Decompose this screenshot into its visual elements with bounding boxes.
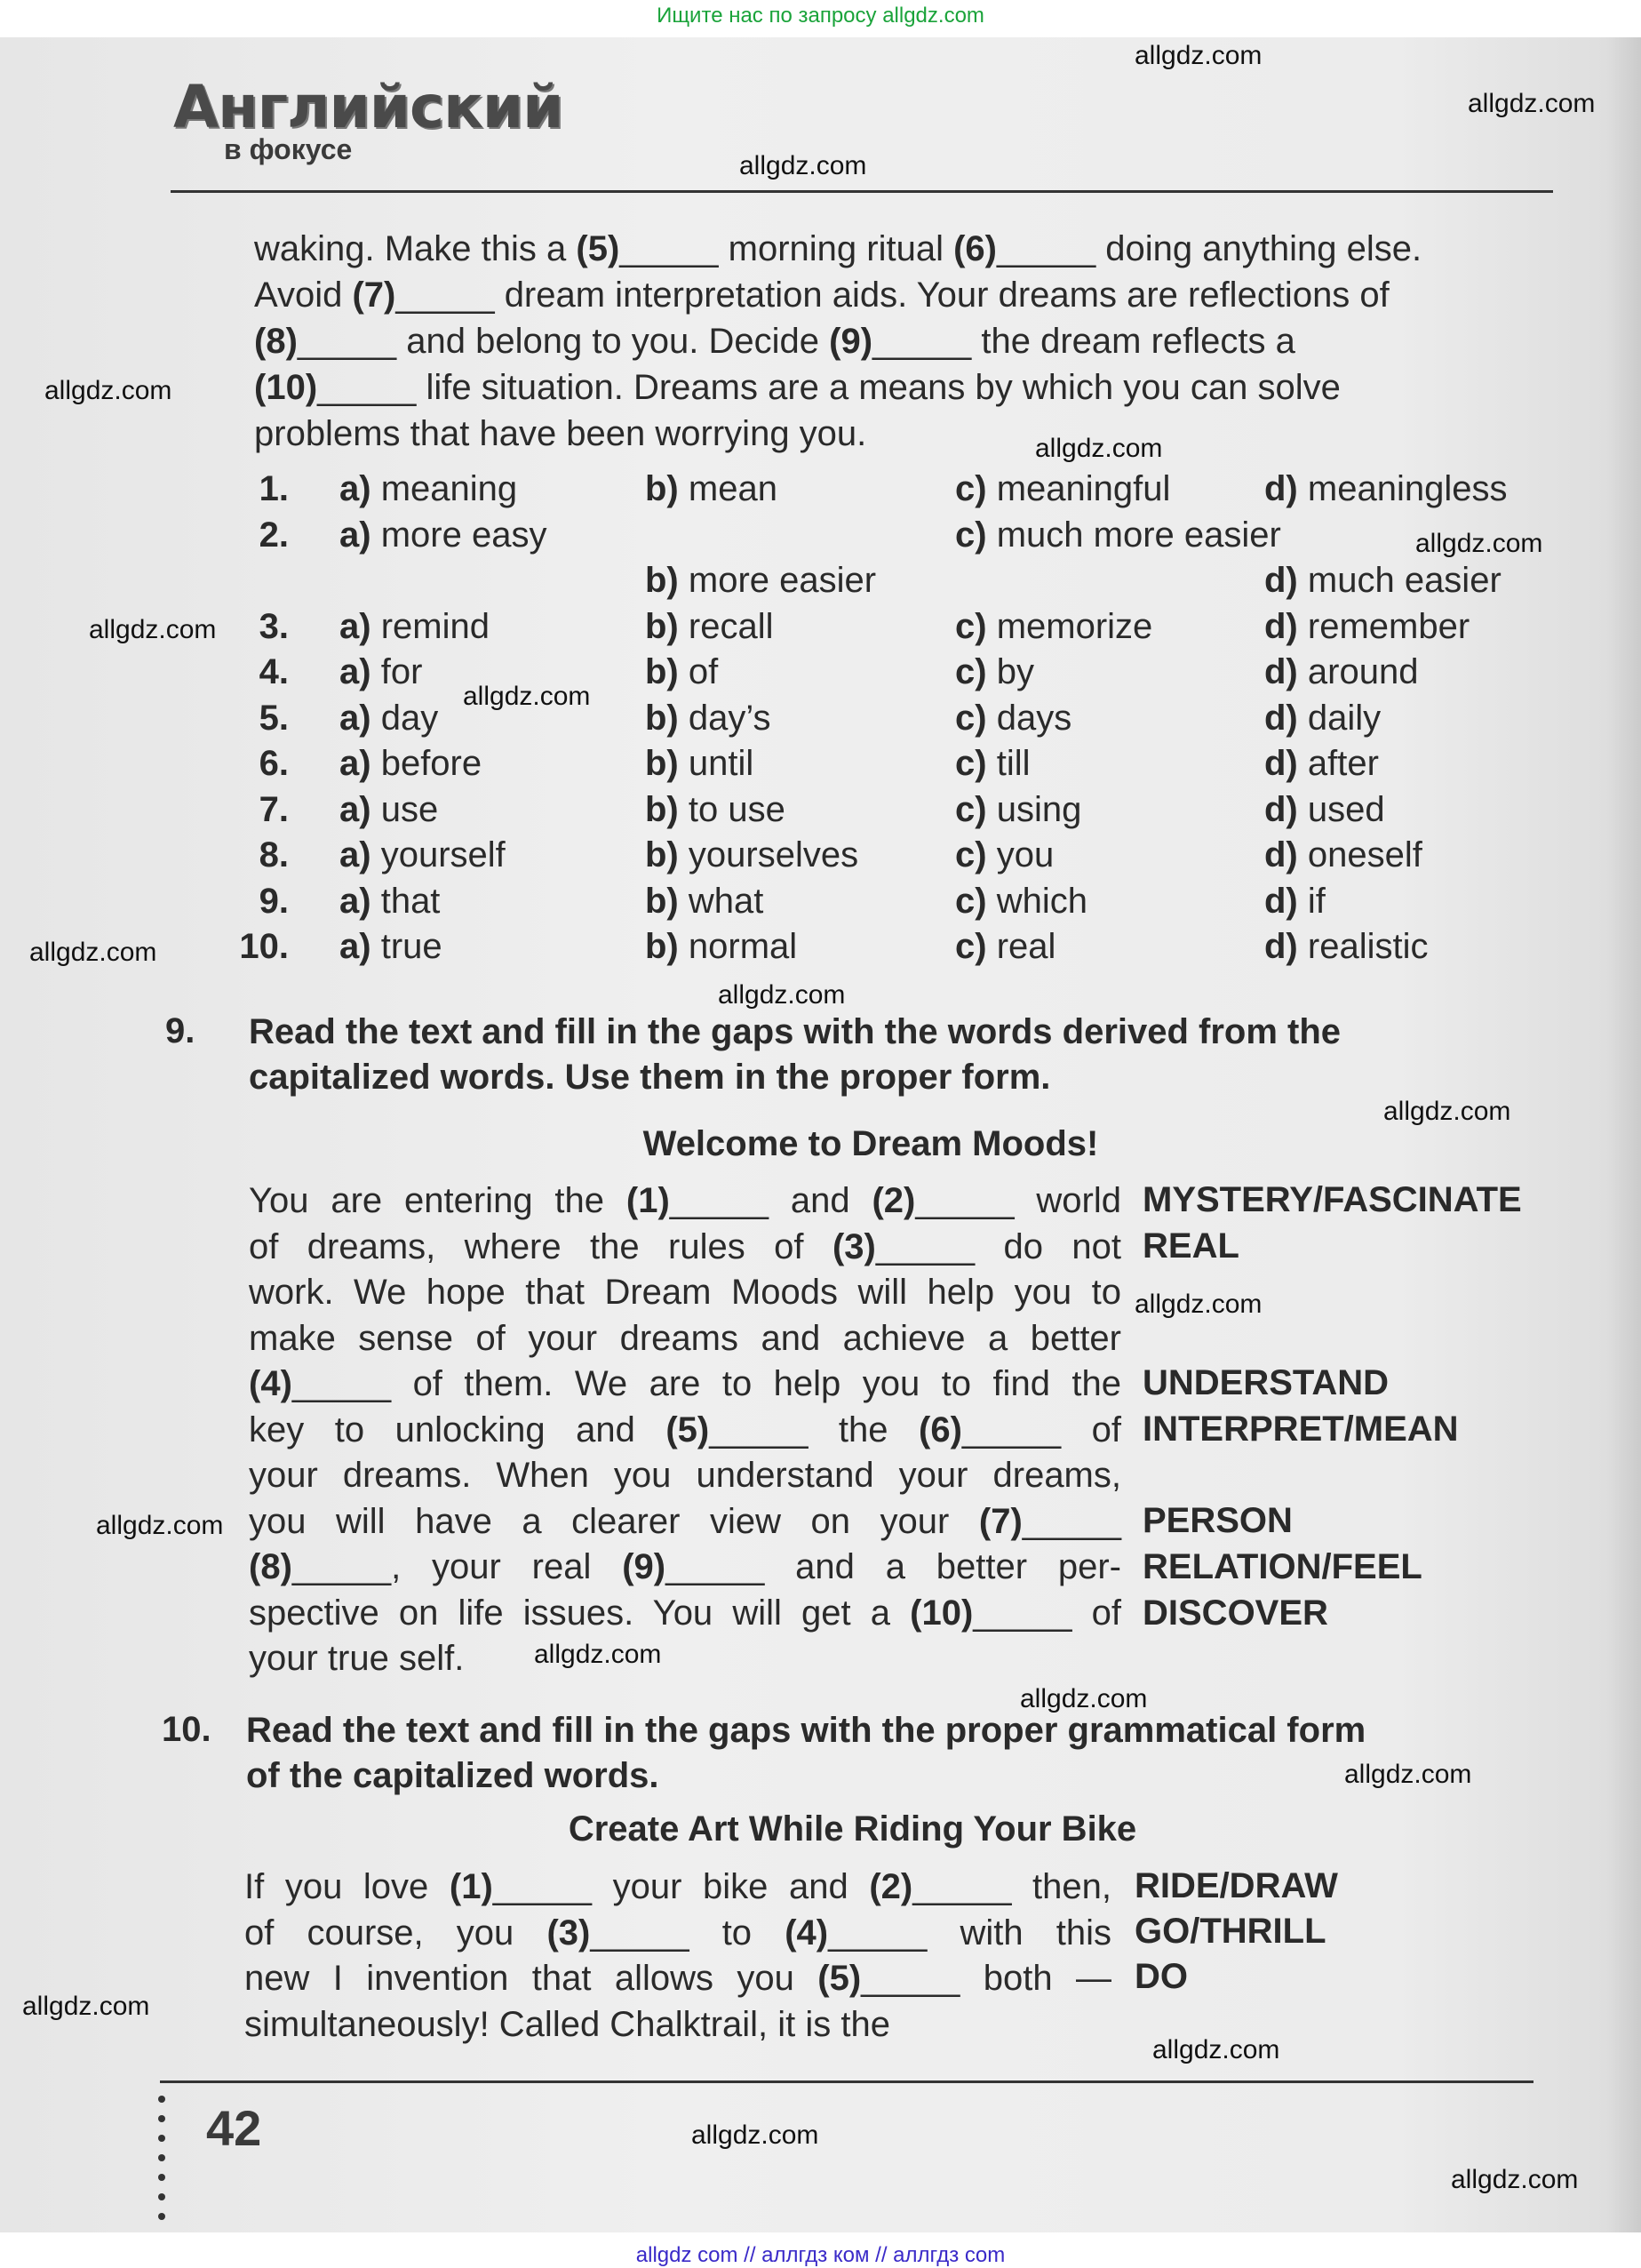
page-spine-shadow — [1605, 37, 1641, 2232]
option-word: more easier — [688, 561, 877, 600]
option-a — [339, 927, 442, 967]
watermark: allgdz.com — [1451, 2165, 1579, 2194]
watermark: allgdz.com — [691, 2120, 819, 2150]
task-9-keyword: RELATION/FEEL — [1143, 1547, 1422, 1586]
option-number: 8. — [259, 835, 289, 874]
option-b — [645, 607, 773, 647]
option-b — [645, 790, 785, 830]
option-c — [955, 515, 1281, 555]
page-number: 42 — [206, 2100, 262, 2156]
option-letter: a) — [339, 927, 371, 966]
option-word: around — [1307, 652, 1419, 691]
task-9-keyword: MYSTERY/FASCINATE — [1143, 1180, 1522, 1219]
option-word: true — [380, 927, 442, 966]
option-c — [955, 699, 1071, 739]
option-letter: b) — [645, 469, 679, 508]
option-c — [955, 790, 1081, 830]
task-9-instruction — [249, 1010, 1555, 1100]
option-word: day — [380, 698, 439, 738]
option-word: meaningful — [996, 469, 1171, 508]
option-letter: b) — [645, 789, 679, 829]
option-word: by — [996, 652, 1034, 691]
text-line: (4)_____ of them. We are to help you to find the — [249, 1364, 1121, 1403]
option-c — [955, 469, 1170, 509]
text-line: waking. Make this a (5)_____ morning ritual (6)_____ doing anything else. — [254, 229, 1422, 268]
option-word: till — [996, 744, 1031, 783]
text-line: Avoid (7)_____ dream interpretation aids. Your dreams are reflections of — [254, 276, 1390, 315]
option-letter: b) — [645, 744, 679, 783]
option-letter: a) — [339, 469, 371, 508]
option-word: recall — [688, 606, 774, 646]
option-d — [1264, 607, 1470, 647]
option-word: if — [1307, 881, 1326, 921]
option-number: 9. — [259, 881, 289, 921]
option-word: oneself — [1307, 835, 1422, 874]
watermark: allgdz.com — [96, 1511, 224, 1540]
task-9-keyword: UNDERSTAND — [1143, 1363, 1390, 1402]
option-b — [645, 699, 771, 739]
option-letter: a) — [339, 881, 371, 921]
option-d — [1264, 561, 1502, 601]
option-word: normal — [688, 927, 798, 966]
watermark: allgdz.com — [1020, 1684, 1148, 1713]
watermark: allgdz.com — [1344, 1760, 1472, 1789]
option-word: that — [380, 881, 441, 921]
option-a — [339, 607, 490, 647]
text-line: work. We hope that Dream Moods will help you to — [249, 1273, 1121, 1312]
option-number: 3. — [259, 606, 289, 646]
option-d — [1264, 882, 1326, 922]
task-9-text — [249, 1178, 1121, 1682]
option-letter: a) — [339, 789, 371, 829]
option-b — [645, 927, 797, 967]
option-c — [955, 835, 1054, 875]
option-word: remind — [380, 606, 490, 646]
option-d — [1264, 790, 1385, 830]
option-letter: b) — [645, 927, 679, 966]
text-line: of course, you (3)_____ to (4)_____ with this — [244, 1913, 1111, 1953]
option-letter: c) — [955, 744, 987, 783]
book-logo-subtitle: в фокусе — [224, 133, 353, 165]
option-word: remember — [1307, 606, 1470, 646]
task-9-keyword: REAL — [1143, 1226, 1239, 1266]
option-word: much more easier — [996, 515, 1281, 555]
watermark: allgdz.com — [29, 938, 157, 967]
option-number: 1. — [259, 469, 289, 508]
watermark: allgdz.com — [1383, 1097, 1511, 1126]
text-line: your dreams. When you understand your dreams, — [249, 1456, 1121, 1495]
option-a — [339, 882, 440, 922]
option-word: which — [996, 881, 1087, 921]
option-b — [645, 561, 876, 601]
option-c — [955, 882, 1087, 922]
option-letter: c) — [955, 606, 987, 646]
option-b — [645, 652, 718, 692]
watermark: allgdz.com — [534, 1640, 662, 1669]
option-c — [955, 607, 1152, 647]
task-9-keyword: DISCOVER — [1143, 1593, 1328, 1633]
watermark: allgdz.com — [22, 1992, 150, 2021]
option-letter: c) — [955, 469, 987, 508]
option-word: yourself — [380, 835, 506, 874]
option-word: day’s — [688, 698, 771, 738]
text-line: of dreams, where the rules of (3)_____ do not — [249, 1226, 1121, 1266]
option-word: after — [1307, 744, 1379, 783]
option-letter: c) — [955, 698, 987, 738]
watermark: allgdz.com — [739, 151, 867, 180]
option-letter: d) — [1264, 606, 1298, 646]
option-letter: d) — [1264, 789, 1298, 829]
option-word: meaningless — [1307, 469, 1508, 508]
text-line: make sense of your dreams and achieve a better — [249, 1318, 1121, 1358]
task-9-keyword: PERSON — [1143, 1501, 1293, 1540]
option-letter: d) — [1264, 744, 1298, 783]
option-letter: d) — [1264, 561, 1298, 600]
option-letter: b) — [645, 652, 679, 691]
option-b — [645, 882, 763, 922]
text-line: key to unlocking and (5)_____ the (6)_____ of — [249, 1410, 1122, 1449]
task-10-instruction-line-1: Read the text and fill in the gaps with the proper grammatical form — [246, 1711, 1366, 1750]
text-line: you will have a clearer view on your (7)_____ — [249, 1501, 1121, 1541]
option-letter: b) — [645, 606, 679, 646]
option-word: more easy — [380, 515, 547, 555]
option-number: 7. — [259, 789, 289, 829]
option-word: yourselves — [688, 835, 859, 874]
option-word: days — [996, 698, 1072, 738]
option-word: mean — [688, 469, 777, 508]
option-letter: d) — [1264, 469, 1298, 508]
watermark: allgdz.com — [1035, 434, 1163, 463]
option-letter: d) — [1264, 652, 1298, 691]
watermark: allgdz.com — [89, 615, 217, 644]
option-word: realistic — [1307, 927, 1429, 966]
option-a — [339, 790, 438, 830]
option-letter: b) — [645, 835, 679, 874]
watermark: allgdz.com — [718, 980, 846, 1010]
option-b — [645, 744, 753, 784]
option-word: for — [380, 652, 423, 691]
task-10-keyword: DO — [1135, 1957, 1188, 1996]
watermark: allgdz.com — [1135, 1290, 1263, 1319]
option-letter: a) — [339, 652, 371, 691]
option-word: to use — [688, 789, 785, 829]
option-letter: c) — [955, 835, 987, 874]
option-word: until — [688, 744, 754, 783]
watermark: allgdz.com — [44, 376, 172, 405]
option-d — [1264, 744, 1379, 784]
option-a — [339, 515, 546, 555]
task-10-keyword: GO/THRILL — [1135, 1912, 1326, 1951]
task-10-text — [244, 1865, 1111, 2048]
option-letter: d) — [1264, 835, 1298, 874]
option-d — [1264, 652, 1418, 692]
option-d — [1264, 469, 1507, 509]
task-9-keyword: INTERPRET/MEAN — [1143, 1410, 1459, 1449]
watermark: allgdz.com — [1152, 2035, 1280, 2064]
option-a — [339, 699, 438, 739]
option-d — [1264, 835, 1422, 875]
header-rule — [171, 190, 1553, 193]
option-a — [339, 469, 517, 509]
option-word: you — [996, 835, 1055, 874]
watermark: allgdz.com — [1415, 529, 1543, 558]
option-c — [955, 927, 1055, 967]
text-line: (8)_____ and belong to you. Decide (9)_____ the dream reflects a — [254, 322, 1295, 361]
option-a — [339, 744, 482, 784]
option-b — [645, 835, 858, 875]
option-number: 10. — [239, 927, 289, 966]
option-word: daily — [1307, 698, 1382, 738]
option-letter: d) — [1264, 698, 1298, 738]
option-c — [955, 744, 1030, 784]
text-line: new I invention that allows you (5)_____ both — — [244, 1959, 1111, 1998]
text-line: You are entering the (1)_____ and (2)_____ world — [249, 1181, 1121, 1220]
option-letter: c) — [955, 789, 987, 829]
option-a — [339, 652, 422, 692]
bottom-banner[interactable]: allgdz com // аллгдз ком // аллгдз com — [635, 2243, 1006, 2267]
book-logo-title: Английский — [173, 73, 563, 141]
task-10-instruction-line-2: of the capitalized words. — [246, 1756, 659, 1795]
option-letter: b) — [645, 698, 679, 738]
option-letter: a) — [339, 744, 371, 783]
option-word: before — [380, 744, 482, 783]
task-9-number: 9. — [165, 1011, 195, 1050]
footer-rule — [160, 2080, 1533, 2083]
option-word: memorize — [996, 606, 1153, 646]
watermark: allgdz.com — [463, 682, 591, 711]
option-word: much easier — [1307, 561, 1502, 600]
text-line: spective on life issues. You will get a (10)_____ of — [249, 1593, 1122, 1633]
option-word: meaning — [380, 469, 518, 508]
text-line: (8)_____, your real (9)_____ and a better per- — [249, 1547, 1121, 1586]
option-letter: a) — [339, 835, 371, 874]
option-word: use — [380, 789, 439, 829]
text-line: your true self. — [249, 1639, 465, 1678]
option-letter: a) — [339, 515, 371, 555]
option-word: what — [688, 881, 764, 921]
option-number: 6. — [259, 744, 289, 783]
option-letter: c) — [955, 927, 987, 966]
option-letter: c) — [955, 652, 987, 691]
option-c — [955, 652, 1034, 692]
text-line: (10)_____ life situation. Dreams are a means by which you can solve — [254, 368, 1341, 407]
option-letter: c) — [955, 881, 987, 921]
text-line: problems that have been worrying you. — [254, 414, 867, 453]
option-letter: a) — [339, 698, 371, 738]
option-word: used — [1307, 789, 1385, 829]
task-9-instruction-line-2: capitalized words. Use them in the proper form. — [249, 1058, 1051, 1097]
option-number: 4. — [259, 652, 289, 691]
option-word: using — [996, 789, 1082, 829]
top-banner[interactable]: Ищите нас по запросу allgdz.com — [657, 4, 984, 28]
option-letter: b) — [645, 561, 679, 600]
option-a — [339, 835, 506, 875]
task-10-keyword: RIDE/DRAW — [1135, 1866, 1338, 1905]
text-line: If you love (1)_____ your bike and (2)_____ then, — [244, 1867, 1112, 1906]
task-10-number: 10. — [162, 1710, 211, 1749]
task-9-title: Welcome to Dream Moods! — [642, 1124, 1099, 1163]
option-letter: c) — [955, 515, 987, 555]
option-letter: d) — [1264, 881, 1298, 921]
option-word: real — [996, 927, 1056, 966]
option-letter: b) — [645, 881, 679, 921]
option-number: 5. — [259, 698, 289, 738]
option-letter: a) — [339, 606, 371, 646]
option-d — [1264, 927, 1428, 967]
watermark: allgdz.com — [1135, 41, 1263, 70]
task-10-title: Create Art While Riding Your Bike — [568, 1809, 1137, 1849]
text-line: simultaneously! Called Chalktrail, it is the — [244, 2004, 890, 2044]
watermark: allgdz.com — [1468, 89, 1596, 118]
option-number: 2. — [259, 515, 289, 555]
option-word: of — [688, 652, 719, 691]
task-9-instruction-line-1: Read the text and fill in the gaps with the words derived from the — [249, 1012, 1342, 1051]
option-d — [1264, 699, 1381, 739]
option-b — [645, 469, 777, 509]
option-letter: d) — [1264, 927, 1298, 966]
